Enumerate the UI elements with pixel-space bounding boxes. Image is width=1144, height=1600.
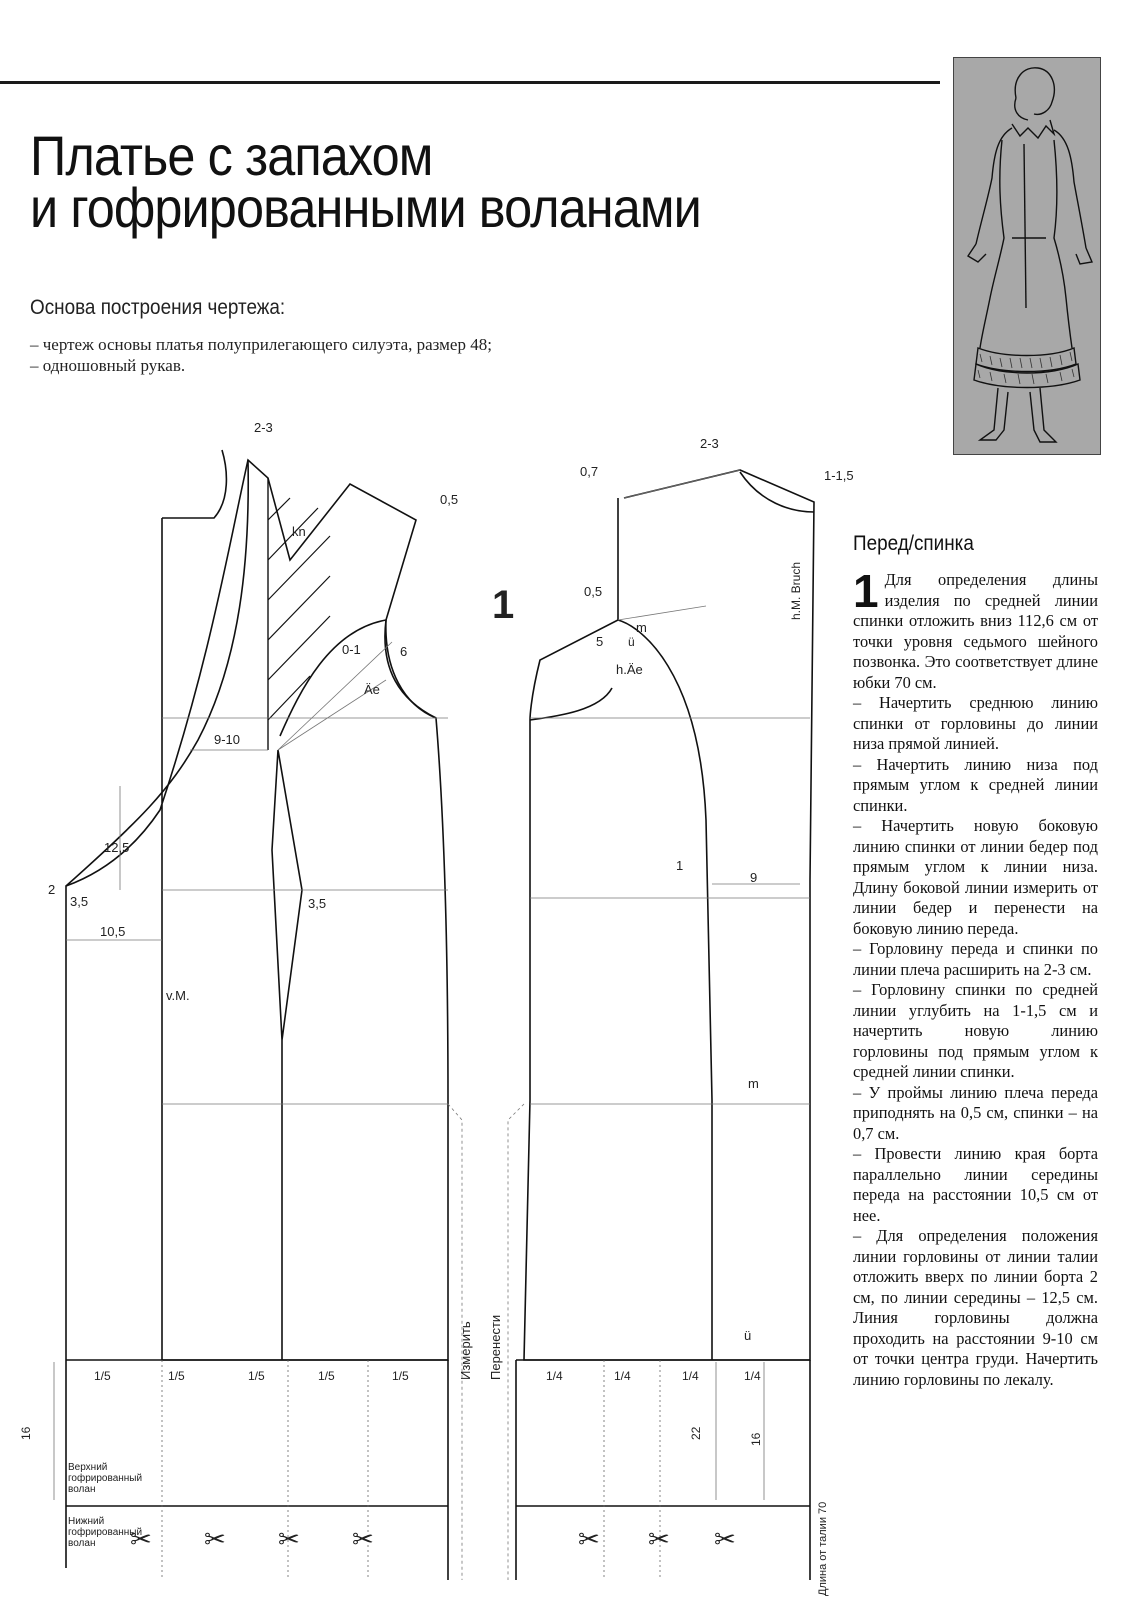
label-back-quarter: 1/4	[744, 1369, 761, 1383]
label-upper-flounce: Верхний гофрированный волан	[68, 1462, 143, 1495]
shoulder-back-guide	[618, 606, 706, 620]
instruction-paragraph: – У проймы линию плеча переда приподнять на 0,5 см, спинки – на 0,7 см.	[853, 1082, 1098, 1143]
scissors-icon: ✂	[648, 1524, 670, 1554]
instruction-paragraph: – Начертить среднюю линию спинки от горловины до линии низа прямой линией.	[853, 693, 1098, 753]
instruction-paragraph: – Начертить новую боковую линию спинки от линии бедер под прямым углом к линии низа. Длину боковой линии измерить от линии бедер и перенести на боковую линию переда.	[853, 816, 1098, 938]
instruction-paragraph: – Начертить линию низа под прямым углом к средней линии спинки.	[853, 754, 1098, 815]
label-front-fifth: 1/5	[248, 1369, 265, 1383]
label-front-fifth: 1/5	[94, 1369, 111, 1383]
scissors-icon: ✂	[204, 1524, 226, 1554]
label-bust-width: 9-10	[214, 732, 241, 747]
label-waist-length: Длина от талии 70	[817, 1501, 829, 1596]
label-back-quarter: 1/4	[546, 1369, 563, 1383]
label-front-fifth: 1/5	[392, 1369, 409, 1383]
label-hip-nine: 9	[750, 870, 758, 885]
label-neck-front: 2-3	[254, 420, 273, 435]
label-front-fifth: 1/5	[318, 1369, 335, 1383]
instruction-paragraph: – Провести линию края борта параллельно линии середины переда на расстоянии 10,5 см от нее.	[853, 1144, 1098, 1225]
back-neck-curve	[740, 472, 814, 512]
base-item: – чертеж основы платья полуприлегающего силуэта, размер 48;	[30, 335, 492, 354]
label-side-u: ü	[744, 1328, 752, 1343]
label-front-center: v.M.	[166, 988, 190, 1003]
label-back-height: 22	[689, 1426, 703, 1440]
label-front-height: 16	[19, 1426, 33, 1440]
label-back-fold: h.M. Bruch	[789, 561, 803, 620]
front-outline	[66, 460, 448, 1568]
label-wrap-width: 10,5	[100, 924, 126, 939]
instruction-paragraph: – Горловину спинки по средней линии углубить на 1-1,5 см и начертить новую линию горловины под прямым углом к средней линии спинки.	[853, 980, 1098, 1081]
label-side-one: 1	[676, 858, 684, 873]
label-lower-flounce: Нижний гофрированный волан	[68, 1516, 143, 1549]
label-neck-height: 12,5	[104, 840, 130, 855]
label-shoulder-front: 0,5	[440, 492, 459, 507]
label-armhole-u: ü	[628, 635, 635, 649]
dress-illustration	[953, 57, 1101, 455]
front-dart	[272, 750, 302, 1040]
label-dart-depth: 3,5	[308, 896, 327, 911]
scissors-icon: ✂	[578, 1524, 600, 1554]
label-armhole-five: 5	[596, 634, 604, 649]
label-facing: kn	[292, 524, 306, 539]
header-rule	[0, 81, 940, 84]
front-neck-curve	[162, 450, 226, 518]
label-front-fifth: 1/5	[168, 1369, 185, 1383]
label-neck-back-depth: 1-1,5	[824, 468, 854, 483]
label-armhole-six: 6	[400, 644, 408, 659]
back-outline	[524, 470, 814, 1360]
label-measure: Измерить	[458, 1321, 473, 1380]
label-wrap-two: 2	[48, 882, 56, 897]
label-dart: 0-1	[342, 642, 361, 657]
label-wrap-three: 3,5	[70, 894, 89, 909]
label-armhole-front-point: Äe	[364, 682, 380, 697]
label-side-m: m	[748, 1076, 759, 1091]
base-list	[30, 334, 492, 376]
instruction-paragraph: – Для определения положения линии горловины от линии талии отложить вверх по линии борта 2 см, по линии середины – 12,5 см. Линия горловины должна проходить на расстоянии 9-10 см от точки центра груди. Начертить линию горловины по лекалу.	[853, 1226, 1098, 1389]
back-armhole	[618, 620, 712, 1360]
instruction-text: Для определения длины изделия по средней линии спинки отложить вниз 112,6 см от точки уровня седьмого шейного позвонка. Это соответствует длине юбки 70 см.	[853, 570, 1098, 692]
label-neck-back: 2-3	[700, 436, 719, 451]
label-transfer: Перенести	[488, 1314, 503, 1380]
base-item: – одношовный рукав.	[30, 356, 186, 375]
label-upper-flounce-box	[68, 1462, 160, 1506]
instructions-body	[853, 565, 1098, 1390]
instruction-paragraph: – Горловину переда и спинки по линии плеча расширить на 2-3 см.	[853, 939, 1098, 979]
page-title	[30, 124, 701, 239]
scissors-icon: ✂	[352, 1524, 374, 1554]
title-line-1: Платье с запахом	[30, 124, 433, 187]
scissors-icon: ✂	[130, 1524, 152, 1554]
front-wrap-curve	[66, 460, 248, 886]
title-line-2: и гофрированными воланами	[30, 176, 701, 239]
shoulder-back-top	[624, 470, 740, 498]
label-armhole-m: m	[636, 620, 647, 635]
label-back-height-small: 16	[749, 1432, 763, 1446]
instructions-heading: Перед/спинка	[853, 532, 974, 555]
label-back-quarter: 1/4	[682, 1369, 699, 1383]
front-armhole	[280, 620, 436, 736]
instructions-column	[853, 532, 1098, 1390]
label-shoulder-back: 0,7	[580, 464, 599, 479]
step-number: 1	[853, 565, 879, 617]
instruction-paragraph	[853, 565, 1098, 693]
label-armhole-back-point: h.Äe	[616, 662, 643, 677]
section-subtitle: Основа построения чертежа:	[30, 296, 286, 319]
back-armhole-inner	[530, 688, 612, 720]
scissors-icon: ✂	[714, 1524, 736, 1554]
pattern-drawing	[0, 420, 854, 1600]
label-back-quarter: 1/4	[614, 1369, 631, 1383]
scissors-icon: ✂	[278, 1524, 300, 1554]
label-armhole-back: 0,5	[584, 584, 603, 599]
dress-sketch-icon	[954, 58, 1100, 454]
figure-number: 1	[492, 583, 515, 627]
